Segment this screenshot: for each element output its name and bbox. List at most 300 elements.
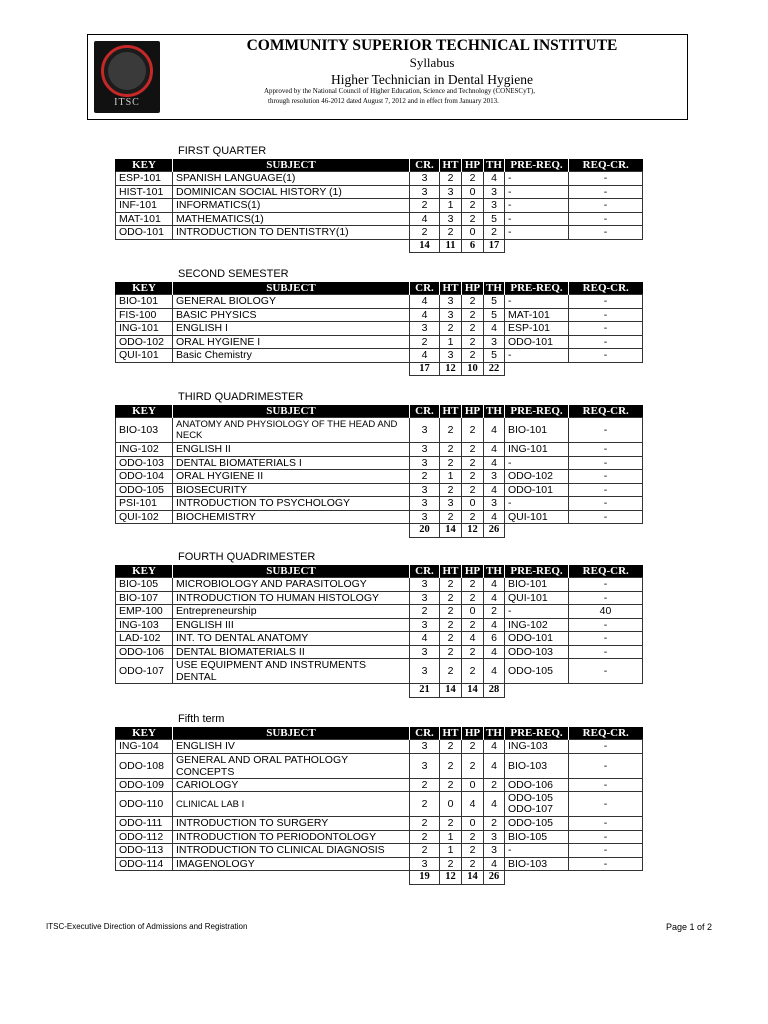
totals-spacer bbox=[173, 684, 410, 698]
prerequisite: BIO-103 bbox=[505, 857, 569, 871]
column-header: PRE-REQ. bbox=[505, 405, 569, 418]
column-header: KEY bbox=[116, 405, 173, 418]
hours-theory: 1 bbox=[440, 199, 462, 213]
hours-total: 4 bbox=[484, 659, 505, 684]
column-header: PRE-REQ. bbox=[505, 727, 569, 740]
table-row bbox=[116, 591, 643, 605]
hours-theory: 2 bbox=[440, 322, 462, 336]
column-header: SUBJECT bbox=[173, 405, 410, 418]
hours-theory: 2 bbox=[440, 632, 462, 646]
required-credits: - bbox=[569, 497, 643, 511]
table-row bbox=[116, 857, 643, 871]
section-total: 26 bbox=[484, 524, 505, 538]
column-header: HT bbox=[440, 727, 462, 740]
column-header: SUBJECT bbox=[173, 565, 410, 578]
course-subject: ENGLISH I bbox=[173, 322, 410, 336]
required-credits: - bbox=[569, 199, 643, 213]
credits: 3 bbox=[410, 740, 440, 754]
totals-spacer bbox=[116, 524, 173, 538]
required-credits: - bbox=[569, 212, 643, 226]
course-subject: INTRODUCTION TO HUMAN HISTOLOGY bbox=[173, 591, 410, 605]
credits: 3 bbox=[410, 510, 440, 524]
hours-practice: 2 bbox=[462, 740, 484, 754]
course-subject: Entrepreneurship bbox=[173, 605, 410, 619]
column-header: REQ-CR. bbox=[569, 282, 643, 295]
table-row bbox=[116, 349, 643, 363]
hours-practice: 2 bbox=[462, 456, 484, 470]
course-subject: BIOCHEMISTRY bbox=[173, 510, 410, 524]
section-total: 6 bbox=[462, 239, 484, 253]
hours-practice: 2 bbox=[462, 857, 484, 871]
credits: 2 bbox=[410, 226, 440, 240]
hours-theory: 2 bbox=[440, 578, 462, 592]
prerequisite: - bbox=[505, 212, 569, 226]
course-subject: DENTAL BIOMATERIALS I bbox=[173, 456, 410, 470]
required-credits: - bbox=[569, 659, 643, 684]
totals-spacer bbox=[569, 524, 643, 538]
required-credits: - bbox=[569, 185, 643, 199]
hours-practice: 2 bbox=[462, 295, 484, 309]
section-title: FIRST QUARTER bbox=[178, 145, 267, 157]
prerequisite: - bbox=[505, 295, 569, 309]
column-header: HP bbox=[462, 282, 484, 295]
course-subject: IMAGENOLOGY bbox=[173, 857, 410, 871]
prerequisite: ESP-101 bbox=[505, 322, 569, 336]
section-total: 14 bbox=[440, 684, 462, 698]
required-credits: - bbox=[569, 753, 643, 778]
course-key: ESP-101 bbox=[116, 172, 173, 186]
required-credits: - bbox=[569, 456, 643, 470]
course-key: ODO-112 bbox=[116, 830, 173, 844]
institute-logo bbox=[94, 41, 160, 113]
section-title: FOURTH QUADRIMESTER bbox=[178, 551, 316, 563]
course-subject: MICROBIOLOGY AND PARASITOLOGY bbox=[173, 578, 410, 592]
prerequisite: ING-102 bbox=[505, 618, 569, 632]
section-total: 14 bbox=[462, 684, 484, 698]
prerequisite: ODO-106 bbox=[505, 778, 569, 792]
column-header: REQ-CR. bbox=[569, 727, 643, 740]
table-row bbox=[116, 605, 643, 619]
required-credits: - bbox=[569, 226, 643, 240]
hours-practice: 2 bbox=[462, 349, 484, 363]
course-key: PSI-101 bbox=[116, 497, 173, 511]
hours-theory: 2 bbox=[440, 817, 462, 831]
course-key: EMP-100 bbox=[116, 605, 173, 619]
credits: 3 bbox=[410, 618, 440, 632]
credits: 2 bbox=[410, 470, 440, 484]
column-header: KEY bbox=[116, 565, 173, 578]
totals-spacer bbox=[505, 362, 569, 376]
table-row bbox=[116, 418, 643, 443]
column-header: CR. bbox=[410, 565, 440, 578]
totals-row bbox=[116, 362, 643, 376]
prerequisite: - bbox=[505, 497, 569, 511]
hours-practice: 0 bbox=[462, 605, 484, 619]
column-header: HT bbox=[440, 565, 462, 578]
table-row bbox=[116, 483, 643, 497]
hours-total: 3 bbox=[484, 185, 505, 199]
hours-total: 5 bbox=[484, 212, 505, 226]
column-header: CR. bbox=[410, 159, 440, 172]
credits: 2 bbox=[410, 199, 440, 213]
hours-theory: 2 bbox=[440, 443, 462, 457]
column-header: SUBJECT bbox=[173, 727, 410, 740]
hours-total: 3 bbox=[484, 335, 505, 349]
credits: 3 bbox=[410, 659, 440, 684]
course-subject: CLINICAL LAB I bbox=[173, 792, 410, 817]
hours-practice: 0 bbox=[462, 497, 484, 511]
table-row bbox=[116, 212, 643, 226]
footer-page-number: Page 1 of 2 bbox=[666, 922, 713, 932]
hours-theory: 3 bbox=[440, 212, 462, 226]
totals-spacer bbox=[116, 684, 173, 698]
course-key: BIO-107 bbox=[116, 591, 173, 605]
column-header: HT bbox=[440, 159, 462, 172]
course-key: ING-101 bbox=[116, 322, 173, 336]
hours-theory: 3 bbox=[440, 497, 462, 511]
hours-theory: 2 bbox=[440, 740, 462, 754]
credits: 2 bbox=[410, 335, 440, 349]
section-total: 14 bbox=[462, 871, 484, 885]
course-subject: ENGLISH II bbox=[173, 443, 410, 457]
course-subject: INTRODUCTION TO PSYCHOLOGY bbox=[173, 497, 410, 511]
prerequisite: ODO-101 bbox=[505, 632, 569, 646]
hours-practice: 2 bbox=[462, 199, 484, 213]
hours-theory: 2 bbox=[440, 857, 462, 871]
column-header: CR. bbox=[410, 282, 440, 295]
credits: 4 bbox=[410, 632, 440, 646]
prerequisite: BIO-103 bbox=[505, 753, 569, 778]
table-row bbox=[116, 753, 643, 778]
hours-theory: 3 bbox=[440, 185, 462, 199]
credits: 3 bbox=[410, 172, 440, 186]
column-header: PRE-REQ. bbox=[505, 282, 569, 295]
totals-spacer bbox=[173, 871, 410, 885]
credits: 3 bbox=[410, 857, 440, 871]
credits: 3 bbox=[410, 185, 440, 199]
totals-spacer bbox=[116, 362, 173, 376]
course-key: ING-102 bbox=[116, 443, 173, 457]
hours-total: 2 bbox=[484, 226, 505, 240]
prerequisite: - bbox=[505, 456, 569, 470]
table-row bbox=[116, 510, 643, 524]
course-subject: SPANISH LANGUAGE(1) bbox=[173, 172, 410, 186]
hours-practice: 2 bbox=[462, 753, 484, 778]
required-credits: - bbox=[569, 483, 643, 497]
hours-practice: 0 bbox=[462, 185, 484, 199]
course-subject: INTRODUCTION TO CLINICAL DIAGNOSIS bbox=[173, 844, 410, 858]
table-header-row bbox=[116, 159, 643, 172]
hours-total: 5 bbox=[484, 308, 505, 322]
totals-spacer bbox=[505, 239, 569, 253]
hours-total: 2 bbox=[484, 605, 505, 619]
hours-total: 4 bbox=[484, 172, 505, 186]
course-subject: ORAL HYGIENE I bbox=[173, 335, 410, 349]
section-title: Fifth term bbox=[178, 713, 225, 725]
hours-total: 6 bbox=[484, 632, 505, 646]
hours-theory: 2 bbox=[440, 226, 462, 240]
course-subject: ENGLISH III bbox=[173, 618, 410, 632]
hours-theory: 3 bbox=[440, 308, 462, 322]
prerequisite: BIO-101 bbox=[505, 418, 569, 443]
column-header: REQ-CR. bbox=[569, 565, 643, 578]
course-table bbox=[115, 405, 643, 538]
hours-theory: 2 bbox=[440, 483, 462, 497]
totals-spacer bbox=[505, 871, 569, 885]
column-header: TH bbox=[484, 405, 505, 418]
prerequisite: ODO-102 bbox=[505, 470, 569, 484]
hours-theory: 1 bbox=[440, 335, 462, 349]
course-key: INF-101 bbox=[116, 199, 173, 213]
hours-practice: 2 bbox=[462, 322, 484, 336]
required-credits: - bbox=[569, 322, 643, 336]
hours-theory: 3 bbox=[440, 295, 462, 309]
table-row bbox=[116, 308, 643, 322]
totals-row bbox=[116, 684, 643, 698]
course-subject: INT. TO DENTAL ANATOMY bbox=[173, 632, 410, 646]
required-credits: - bbox=[569, 645, 643, 659]
table-header-row bbox=[116, 282, 643, 295]
column-header: PRE-REQ. bbox=[505, 565, 569, 578]
required-credits: - bbox=[569, 740, 643, 754]
column-header: HP bbox=[462, 565, 484, 578]
table-row bbox=[116, 185, 643, 199]
prerequisite: ODO-103 bbox=[505, 645, 569, 659]
hours-practice: 4 bbox=[462, 792, 484, 817]
column-header: CR. bbox=[410, 405, 440, 418]
section-total: 14 bbox=[440, 524, 462, 538]
credits: 2 bbox=[410, 778, 440, 792]
course-key: ODO-106 bbox=[116, 645, 173, 659]
credits: 3 bbox=[410, 418, 440, 443]
table-row bbox=[116, 817, 643, 831]
approval-line-2: through resolution 46-2012 dated August 7, 2012 and in effect from January 2013. bbox=[268, 97, 499, 105]
section-title: THIRD QUADRIMESTER bbox=[178, 391, 304, 403]
totals-spacer bbox=[173, 362, 410, 376]
totals-spacer bbox=[569, 684, 643, 698]
approval-line-1: Approved by the National Council of Higher Education, Science and Technology (CONESCyT), bbox=[264, 87, 535, 95]
totals-spacer bbox=[116, 871, 173, 885]
table-header-row bbox=[116, 565, 643, 578]
column-header: KEY bbox=[116, 727, 173, 740]
course-table bbox=[115, 282, 643, 376]
column-header: HT bbox=[440, 282, 462, 295]
hours-total: 3 bbox=[484, 830, 505, 844]
course-key: ODO-113 bbox=[116, 844, 173, 858]
table-row bbox=[116, 578, 643, 592]
prerequisite: ODO-105 bbox=[505, 817, 569, 831]
hours-theory: 2 bbox=[440, 510, 462, 524]
prerequisite: QUI-101 bbox=[505, 510, 569, 524]
table-row bbox=[116, 456, 643, 470]
section-total: 14 bbox=[410, 239, 440, 253]
hours-theory: 0 bbox=[440, 792, 462, 817]
table-row bbox=[116, 226, 643, 240]
prerequisite: - bbox=[505, 226, 569, 240]
course-key: BIO-103 bbox=[116, 418, 173, 443]
table-row bbox=[116, 740, 643, 754]
required-credits: - bbox=[569, 817, 643, 831]
table-row bbox=[116, 199, 643, 213]
hours-total: 2 bbox=[484, 817, 505, 831]
table-row bbox=[116, 443, 643, 457]
section-total: 12 bbox=[462, 524, 484, 538]
course-subject: GENERAL BIOLOGY bbox=[173, 295, 410, 309]
course-key: MAT-101 bbox=[116, 212, 173, 226]
course-key: ODO-102 bbox=[116, 335, 173, 349]
credits: 3 bbox=[410, 322, 440, 336]
hours-total: 4 bbox=[484, 456, 505, 470]
hours-total: 4 bbox=[484, 857, 505, 871]
totals-spacer bbox=[569, 362, 643, 376]
credits: 3 bbox=[410, 483, 440, 497]
section-total: 26 bbox=[484, 871, 505, 885]
column-header: SUBJECT bbox=[173, 282, 410, 295]
prerequisite: BIO-105 bbox=[505, 830, 569, 844]
required-credits: - bbox=[569, 418, 643, 443]
column-header: TH bbox=[484, 565, 505, 578]
course-table bbox=[115, 159, 643, 253]
hours-theory: 2 bbox=[440, 591, 462, 605]
hours-practice: 2 bbox=[462, 844, 484, 858]
prerequisite: QUI-101 bbox=[505, 591, 569, 605]
table-row bbox=[116, 497, 643, 511]
table-row bbox=[116, 645, 643, 659]
hours-total: 5 bbox=[484, 295, 505, 309]
required-credits: - bbox=[569, 470, 643, 484]
prerequisite: - bbox=[505, 605, 569, 619]
required-credits: - bbox=[569, 778, 643, 792]
course-subject: ENGLISH IV bbox=[173, 740, 410, 754]
course-key: ODO-114 bbox=[116, 857, 173, 871]
hours-practice: 2 bbox=[462, 659, 484, 684]
credits: 2 bbox=[410, 605, 440, 619]
prerequisite: BIO-101 bbox=[505, 578, 569, 592]
totals-row bbox=[116, 871, 643, 885]
section-total: 10 bbox=[462, 362, 484, 376]
totals-spacer bbox=[505, 524, 569, 538]
column-header: HT bbox=[440, 405, 462, 418]
hours-theory: 2 bbox=[440, 172, 462, 186]
hours-practice: 2 bbox=[462, 578, 484, 592]
column-header: CR. bbox=[410, 727, 440, 740]
prerequisite: ODO-101 bbox=[505, 335, 569, 349]
course-key: QUI-102 bbox=[116, 510, 173, 524]
program-name: Higher Technician in Dental Hygiene bbox=[331, 72, 533, 87]
hours-practice: 0 bbox=[462, 778, 484, 792]
hours-total: 3 bbox=[484, 470, 505, 484]
credits: 4 bbox=[410, 295, 440, 309]
column-header: TH bbox=[484, 159, 505, 172]
table-row bbox=[116, 322, 643, 336]
column-header: KEY bbox=[116, 282, 173, 295]
hours-theory: 1 bbox=[440, 844, 462, 858]
section-total: 17 bbox=[410, 362, 440, 376]
hours-theory: 2 bbox=[440, 659, 462, 684]
column-header: TH bbox=[484, 727, 505, 740]
course-subject: BIOSECURITY bbox=[173, 483, 410, 497]
hours-total: 4 bbox=[484, 443, 505, 457]
course-subject: INTRODUCTION TO DENTISTRY(1) bbox=[173, 226, 410, 240]
course-subject: USE EQUIPMENT AND INSTRUMENTS DENTAL bbox=[173, 659, 410, 684]
column-header: HP bbox=[462, 405, 484, 418]
course-table bbox=[115, 727, 643, 885]
prerequisite: - bbox=[505, 199, 569, 213]
hours-practice: 2 bbox=[462, 510, 484, 524]
hours-practice: 0 bbox=[462, 226, 484, 240]
course-key: ODO-110 bbox=[116, 792, 173, 817]
required-credits: - bbox=[569, 591, 643, 605]
table-row bbox=[116, 830, 643, 844]
credits: 3 bbox=[410, 753, 440, 778]
hours-practice: 2 bbox=[462, 443, 484, 457]
required-credits: - bbox=[569, 510, 643, 524]
section-total: 12 bbox=[440, 362, 462, 376]
credits: 4 bbox=[410, 349, 440, 363]
hours-theory: 2 bbox=[440, 605, 462, 619]
required-credits: - bbox=[569, 830, 643, 844]
hours-theory: 1 bbox=[440, 830, 462, 844]
prerequisite: ING-103 bbox=[505, 740, 569, 754]
column-header: TH bbox=[484, 282, 505, 295]
hours-theory: 2 bbox=[440, 778, 462, 792]
course-key: ODO-107 bbox=[116, 659, 173, 684]
totals-spacer bbox=[116, 239, 173, 253]
column-header: REQ-CR. bbox=[569, 405, 643, 418]
prerequisite: - bbox=[505, 172, 569, 186]
table-row bbox=[116, 632, 643, 646]
document-type: Syllabus bbox=[409, 55, 455, 70]
hours-total: 3 bbox=[484, 844, 505, 858]
prerequisite: ODO-105 bbox=[505, 659, 569, 684]
credits: 3 bbox=[410, 456, 440, 470]
section-total: 11 bbox=[440, 239, 462, 253]
credits: 4 bbox=[410, 212, 440, 226]
course-subject: BASIC PHYSICS bbox=[173, 308, 410, 322]
required-credits: - bbox=[569, 632, 643, 646]
section-title: SECOND SEMESTER bbox=[178, 268, 289, 280]
hours-practice: 2 bbox=[462, 591, 484, 605]
course-key: HIST-101 bbox=[116, 185, 173, 199]
credits: 2 bbox=[410, 817, 440, 831]
course-key: ING-104 bbox=[116, 740, 173, 754]
credits: 3 bbox=[410, 497, 440, 511]
prerequisite: - bbox=[505, 844, 569, 858]
institute-name: COMMUNITY SUPERIOR TECHNICAL INSTITUTE bbox=[246, 37, 618, 54]
hours-total: 4 bbox=[484, 418, 505, 443]
credits: 2 bbox=[410, 830, 440, 844]
prerequisite: MAT-101 bbox=[505, 308, 569, 322]
totals-row bbox=[116, 239, 643, 253]
hours-practice: 2 bbox=[462, 483, 484, 497]
required-credits: - bbox=[569, 172, 643, 186]
table-header-row bbox=[116, 727, 643, 740]
course-subject: Basic Chemistry bbox=[173, 349, 410, 363]
required-credits: - bbox=[569, 618, 643, 632]
hours-total: 4 bbox=[484, 578, 505, 592]
required-credits: - bbox=[569, 295, 643, 309]
logo-emblem bbox=[108, 52, 146, 90]
logo-text: ITSC bbox=[114, 97, 140, 108]
section-total: 19 bbox=[410, 871, 440, 885]
credits: 4 bbox=[410, 308, 440, 322]
hours-total: 4 bbox=[484, 740, 505, 754]
hours-practice: 2 bbox=[462, 470, 484, 484]
course-key: LAD-102 bbox=[116, 632, 173, 646]
required-credits: - bbox=[569, 349, 643, 363]
course-key: ODO-108 bbox=[116, 753, 173, 778]
course-key: ODO-104 bbox=[116, 470, 173, 484]
